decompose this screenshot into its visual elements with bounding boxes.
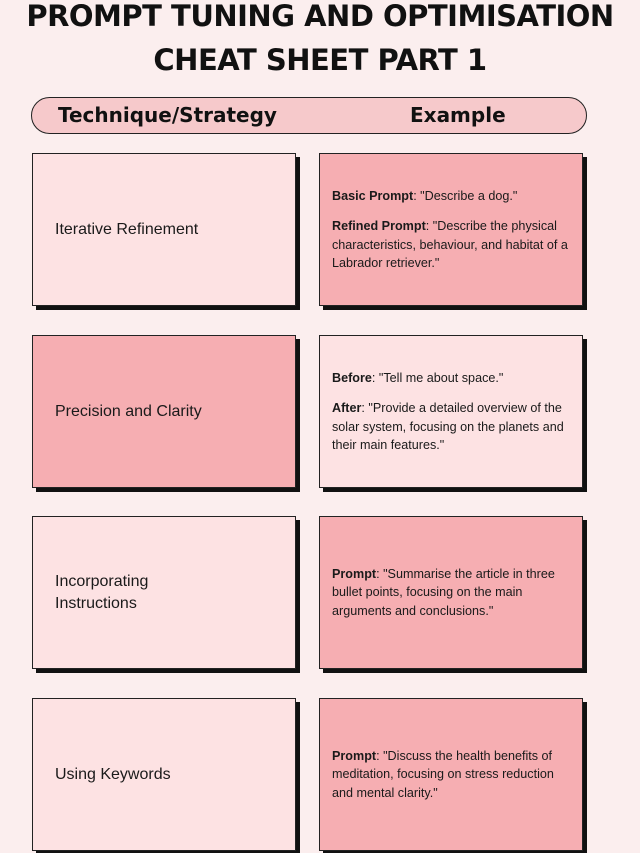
example-label: After [332, 401, 362, 415]
technique-card [32, 516, 296, 669]
example-text: : "Discuss the health benefits of meditation, focusing on stress reduction and mental clarity." [332, 748, 554, 800]
example-paragraph [332, 399, 572, 455]
example-label: Before [332, 370, 372, 385]
example-text: : "Describe a dog." [413, 188, 518, 203]
example-card [319, 335, 583, 488]
example-text: : "Summarise the article in three bullet points, focusing on the main arguments and conclusions." [332, 566, 555, 618]
example-paragraph [332, 565, 572, 621]
title-line-1: PROMPT TUNING AND OPTIMISATION [26, 0, 614, 33]
title-line-2: CHEAT SHEET PART 1 [153, 43, 487, 77]
technique-label: Using Keywords [55, 765, 171, 783]
technique-card [32, 335, 296, 488]
technique-card [32, 153, 296, 306]
table-header [31, 97, 587, 134]
technique-label: Precision and Clarity [55, 402, 202, 420]
example-text: : "Tell me about space." [371, 370, 504, 385]
example-label: Refined Prompt [332, 219, 426, 233]
header-technique: Technique/Strategy [58, 103, 277, 127]
example-label: Prompt [332, 566, 377, 581]
technique-label: Incorporating Instructions [55, 572, 149, 612]
example-text: : "Provide a detailed overview of the solar system, focusing on the planets and their main features." [332, 401, 564, 452]
example-paragraph [332, 747, 572, 803]
example-label: Basic Prompt [332, 188, 414, 203]
example-card [319, 516, 583, 669]
example-paragraph [332, 369, 572, 388]
example-paragraph [332, 217, 572, 273]
example-text: : "Describe the physical characteristics, behaviour, and habitat of a Labrador retriever." [332, 219, 568, 270]
example-card [319, 153, 583, 306]
example-label: Prompt [332, 748, 377, 763]
page-title [0, 0, 640, 82]
technique-card [32, 698, 296, 851]
example-card [319, 698, 583, 851]
header-example: Example [410, 103, 506, 127]
example-paragraph [332, 187, 572, 206]
technique-label: Iterative Refinement [55, 220, 199, 238]
